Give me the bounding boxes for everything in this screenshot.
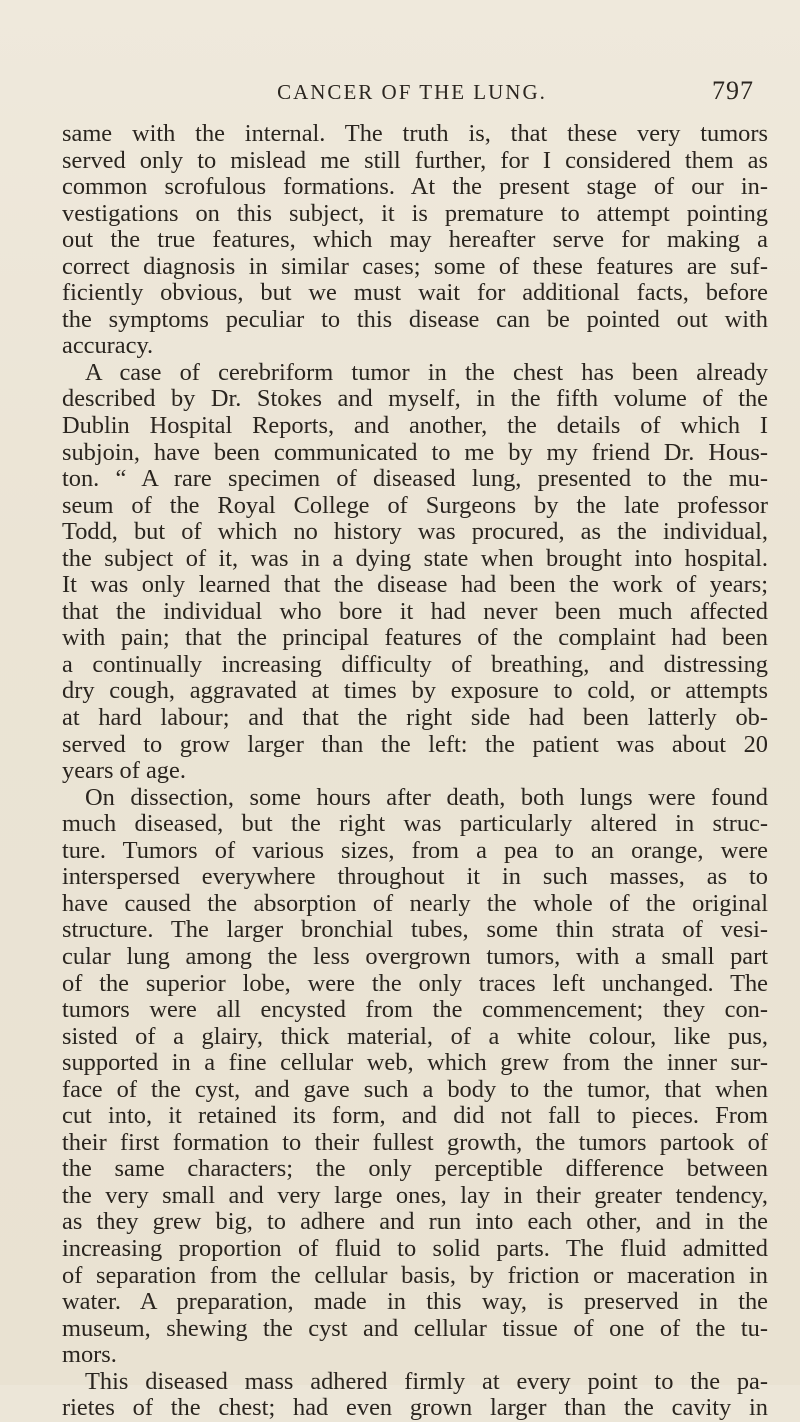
text-line: have caused the absorption of nearly the whole of the original [62,889,768,917]
page-number: 797 [712,76,754,105]
text-line: with pain; that the principal features of the complaint had been [62,624,768,652]
text-line: cut into, it retained its form, and did not fall to pieces. From [62,1102,768,1130]
text-line: years of age. [62,757,186,785]
text-line: ton. “ A rare specimen of diseased lung, presented to the mu- [62,465,768,493]
text-line: ficiently obvious, but we must wait for additional facts, before [62,279,768,307]
text-line: supported in a fine cellular web, which grew from the inner sur- [62,1049,768,1077]
text-line: ture. Tumors of various sizes, from a pea to an orange, were [62,836,768,864]
text-line: face of the cyst, and gave such a body to the tumor, that when [62,1075,768,1103]
text-line: out the true features, which may hereafter serve for making a [62,226,768,254]
text-line: On dissection, some hours after death, both lungs were found [85,783,768,811]
text-line: correct diagnosis in similar cases; some of these features are suf- [62,252,768,280]
text-line: at hard labour; and that the right side had been latterly ob- [62,704,768,732]
text-line: dry cough, aggravated at times by exposure to cold, or attempts [62,677,768,705]
text-line: of separation from the cellular basis, by friction or maceration in [62,1261,768,1289]
text-line: museum, shewing the cyst and cellular tissue of one of the tu- [62,1314,768,1342]
running-title: CANCER OF THE LUNG. [277,80,547,104]
text-line: sisted of a glairy, thick material, of a white colour, like pus, [62,1022,768,1050]
text-line: interspersed everywhere throughout it in such masses, as to [62,863,768,891]
text-line: that the individual who bore it had never been much affected [62,597,768,625]
paragraph [62,1369,768,1422]
text-line: described by Dr. Stokes and myself, in the fifth volume of the [62,385,768,413]
paragraph [62,121,768,360]
text-line: rietes of the chest; had even grown larger than the cavity in [62,1394,768,1422]
text-line: Todd, but of which no history was procured, as the individual, [62,518,768,546]
text-line: subjoin, have been communicated to me by my friend Dr. Hous- [62,438,768,466]
text-line: A case of cerebriform tumor in the chest has been already [85,358,768,386]
text-line: tumors were all encysted from the commencement; they con- [62,996,768,1024]
text-line: increasing proportion of fluid to solid parts. The fluid admitted [62,1234,768,1262]
text-line: same with the internal. The truth is, that these very tumors [62,120,768,147]
text-line: the same characters; the only perceptible difference between [62,1155,768,1183]
text-line: the symptoms peculiar to this disease can be pointed out with [62,305,768,333]
text-line: It was only learned that the disease had been the work of years; [62,571,768,599]
text-line: of the superior lobe, were the only traces left unchanged. The [62,969,768,997]
text-line: the subject of it, was in a dying state when brought into hospital. [62,544,768,572]
text-line: water. A preparation, made in this way, is preserved in the [62,1288,768,1316]
paragraph [62,785,768,1369]
text-line: Dublin Hospital Reports, and another, the details of which I [62,412,768,440]
text-line: accuracy. [62,332,154,360]
running-header [62,76,762,110]
body-text [62,121,768,1422]
text-line: served only to mislead me still further, for I considered them as [62,146,768,174]
text-line: vestigations on this subject, it is premature to attempt pointing [62,199,768,227]
text-line: This diseased mass adhered firmly at every point to the pa- [85,1367,768,1395]
text-line: structure. The larger bronchial tubes, some thin strata of vesi- [62,916,768,944]
text-line: the very small and very large ones, lay in their greater tendency, [62,1181,768,1209]
text-line: common scrofulous formations. At the present stage of our in- [62,173,768,201]
text-line: as they grew big, to adhere and run into each other, and in the [62,1208,768,1236]
text-line: much diseased, but the right was particularly altered in struc- [62,810,768,838]
text-line: served to grow larger than the left: the patient was about 20 [62,730,768,758]
text-line: cular lung among the less overgrown tumors, with a small part [62,942,768,970]
text-line: mors. [62,1341,117,1369]
text-line: a continually increasing difficulty of breathing, and distressing [62,650,768,678]
text-line: their first formation to their fullest growth, the tumors partook of [62,1128,768,1156]
paragraph [62,360,768,785]
text-line: seum of the Royal College of Surgeons by the late professor [62,491,768,519]
